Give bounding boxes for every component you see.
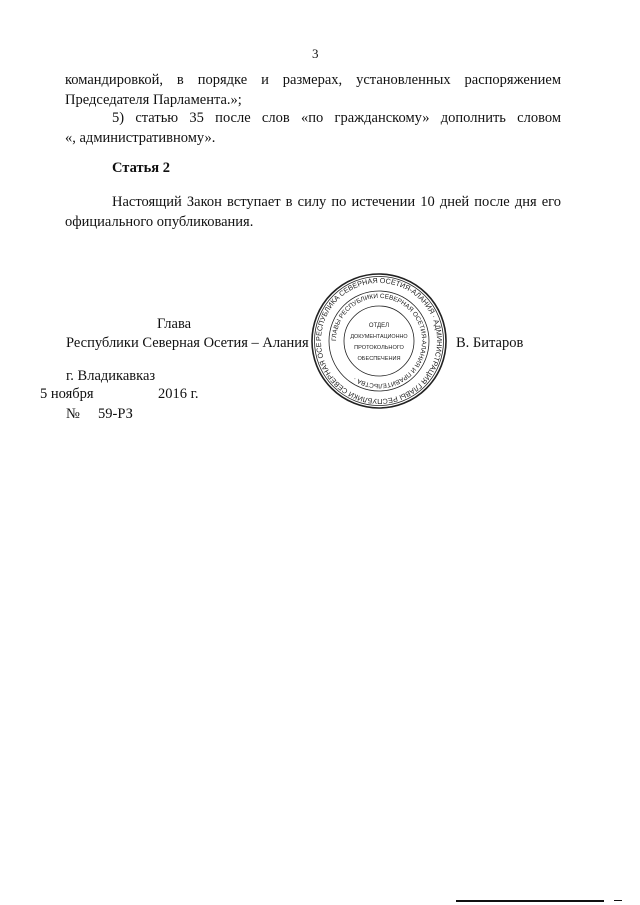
seal-inner-text: ГЛАВЫ РЕСПУБЛИКИ СЕВЕРНАЯ ОСЕТИЯ-АЛАНИЯ И ПРАВИТЕЛЬСТВА · [330,292,428,390]
paragraph-line: командировкой, в порядке и размерах, установленных распоряжением [65,72,561,88]
seal-center-text: ПРОТОКОЛЬНОГО [354,345,404,351]
signatory-name: В. Битаров [456,335,524,351]
seal-center-text: ОБЕСПЕЧЕНИЯ [357,356,401,362]
page-number: 3 [312,46,319,61]
paragraph-line: «, административному». [65,130,216,146]
seal-outer-text: РЕСПУБЛИКА СЕВЕРНАЯ ОСЕТИЯ-АЛАНИЯ · АДМИНИСТРАЦИЯ ГЛАВЫ РЕСПУБЛИКИ СЕВЕРНАЯ ОСЕ [313,275,445,407]
city: г. Владикавказ [66,368,156,384]
seal-center-text: ОТДЕЛ [368,323,390,329]
signature-title-region: Республики Северная Осетия – Алания [66,335,309,351]
paragraph-line: Председателя Парламента.»; [65,92,242,108]
article-line: Настоящий Закон вступает в силу по истечении 10 дней после дня его [112,194,561,210]
law-number: 59-РЗ [98,406,133,422]
official-seal [310,272,448,410]
scan-edge-line [456,900,604,902]
paragraph-line: 5) статью 35 после слов «по гражданскому» дополнить словом [112,110,561,126]
scan-edge-mark [614,900,622,901]
seal-icon [310,272,448,410]
svg-text:ГЛАВЫ РЕСПУБЛИКИ СЕВЕРНАЯ ОСЕТ [331,293,427,389]
date-year: 2016 г. [158,386,199,402]
article-heading: Статья 2 [112,160,170,176]
date-day-month: 5 ноября [40,386,94,402]
number-label: № [66,406,80,422]
article-line: официального опубликования. [65,214,254,230]
seal-center-text: ДОКУМЕНТАЦИОННО [350,334,408,340]
signature-title: Глава [157,316,192,332]
